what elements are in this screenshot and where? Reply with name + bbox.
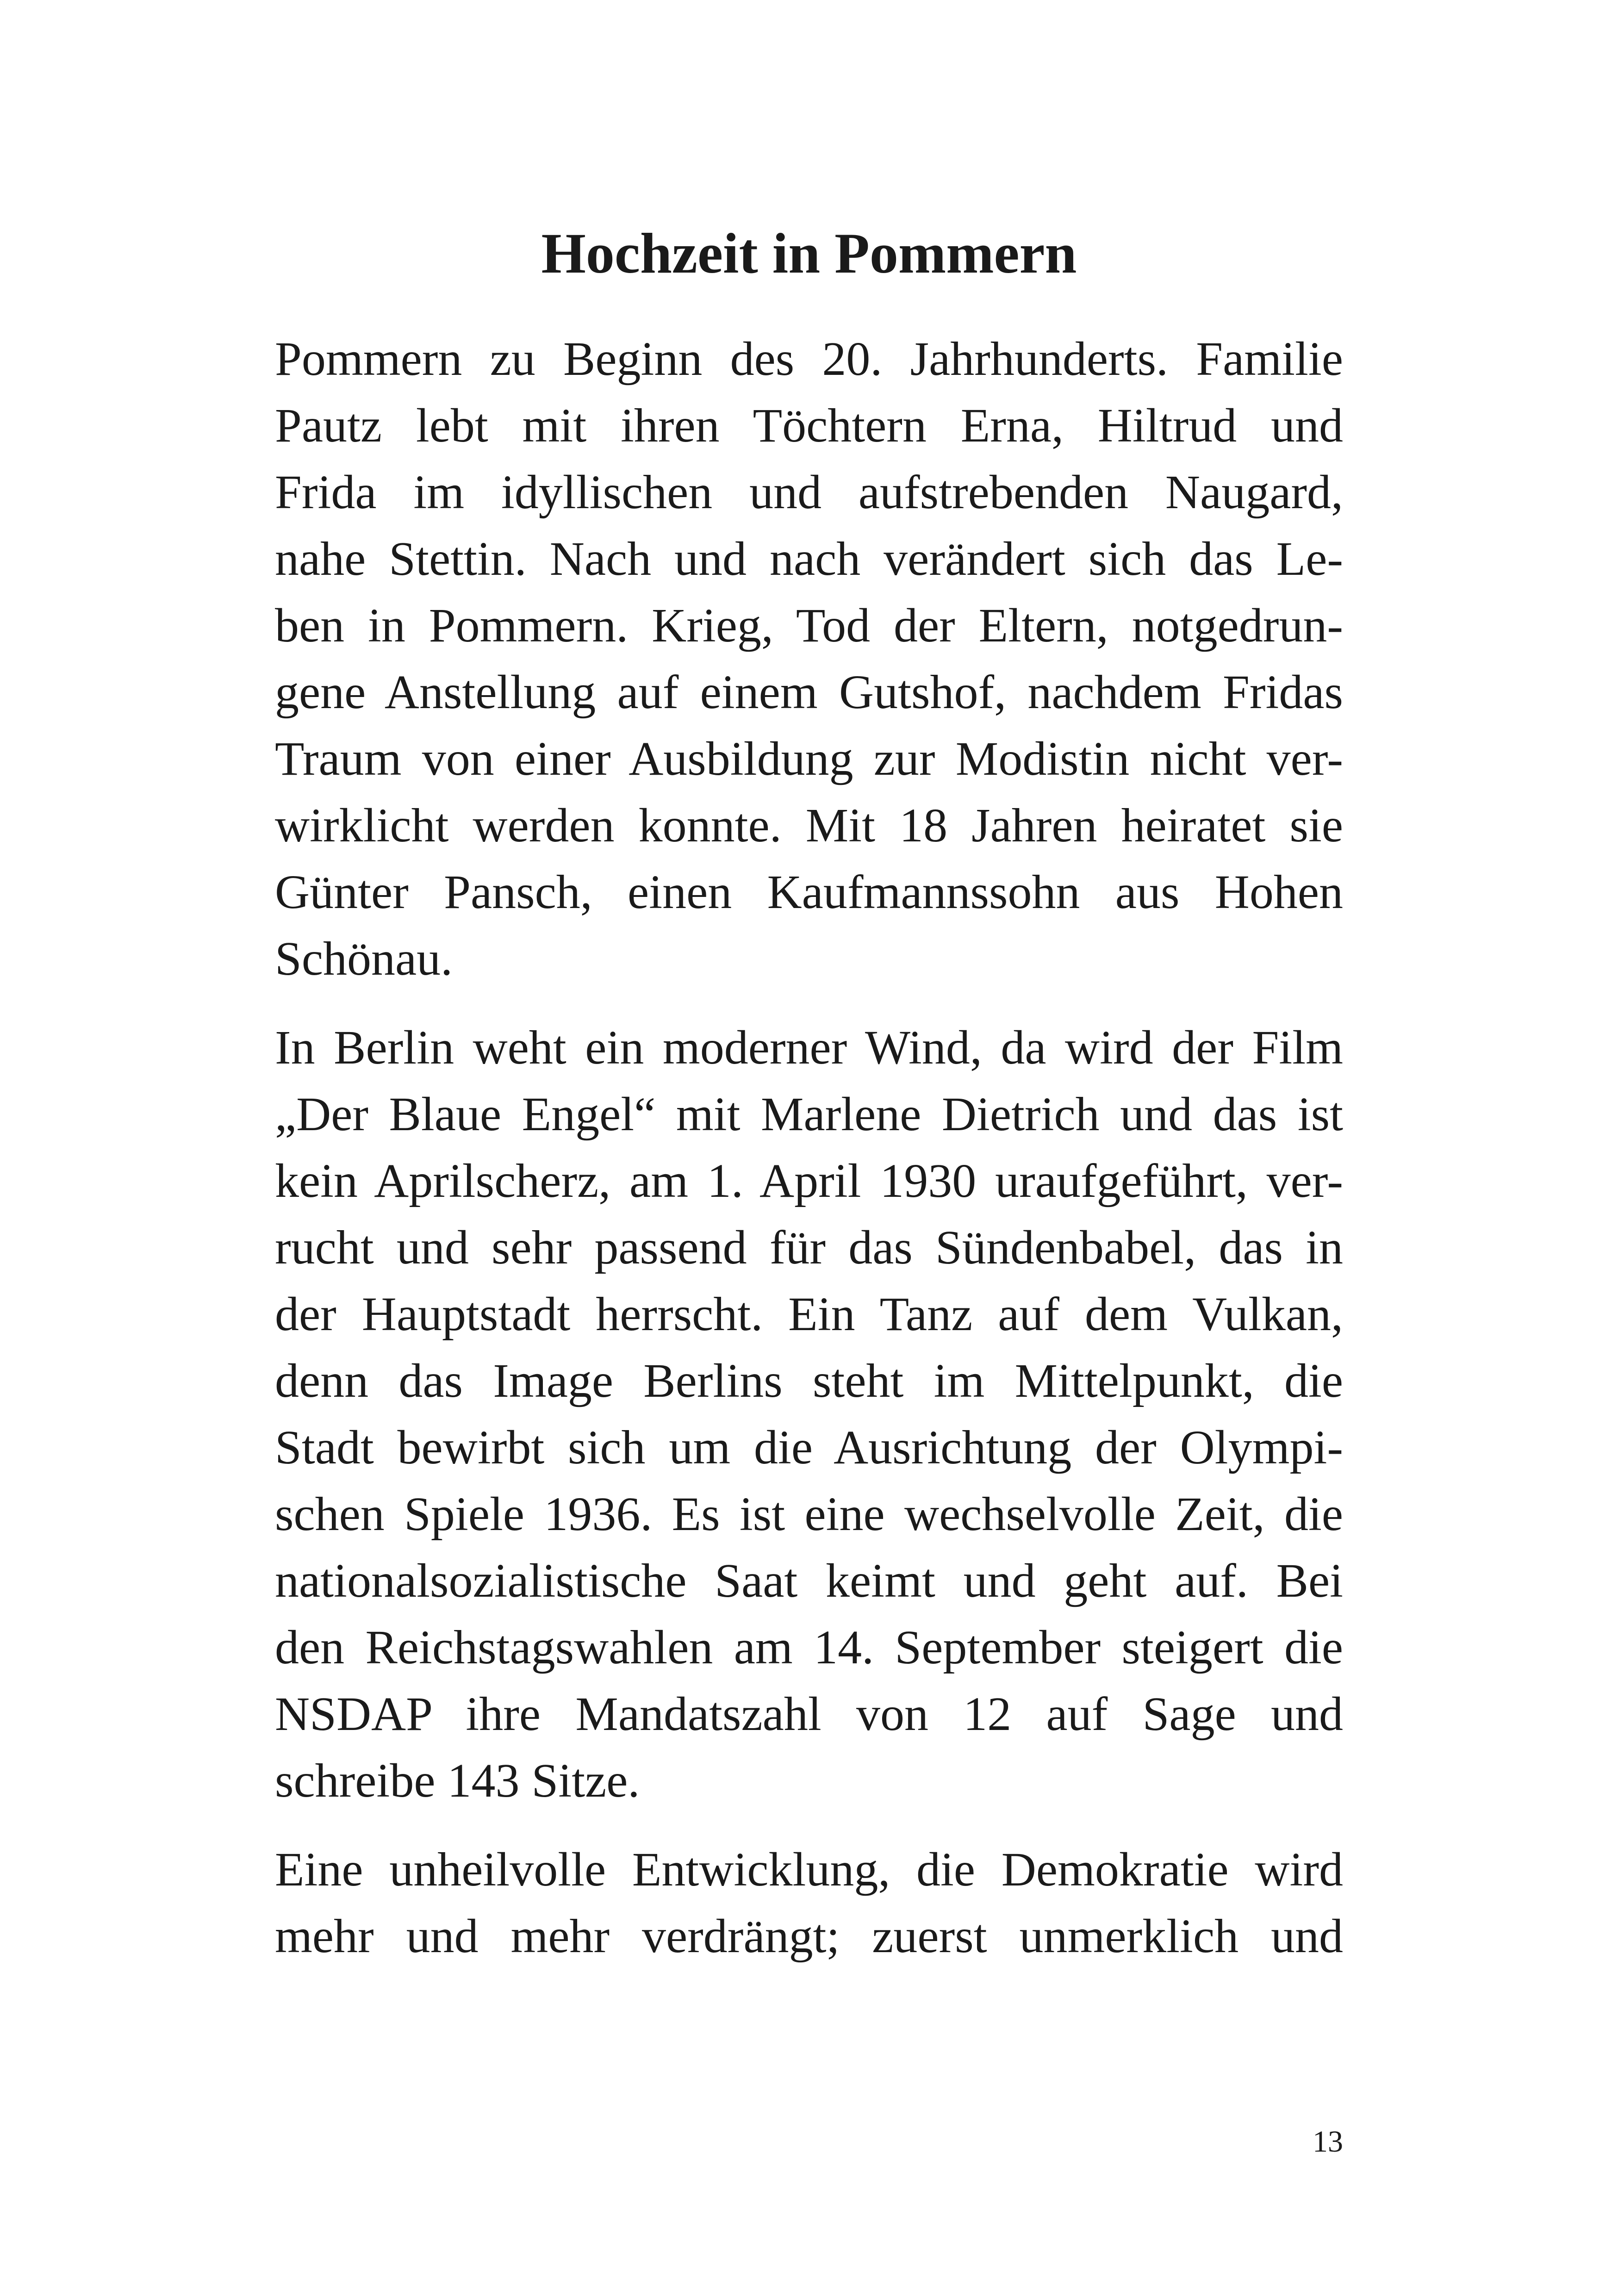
chapter-body	[275, 326, 1343, 1992]
text-line: „Der Blaue Engel“ mit Marlene Dietrich und das ist	[275, 1088, 1343, 1141]
text-line: nahe Stettin. Nach und nach verändert sich das Le-	[275, 532, 1343, 585]
text-line: NSDAP ihre Mandatszahl von 12 auf Sage und	[275, 1687, 1343, 1741]
text-line: gene Anstellung auf einem Gutshof, nachdem Fridas	[275, 666, 1343, 719]
paragraph-1	[275, 326, 1343, 992]
text-line: Eine unheilvolle Entwicklung, die Demokratie wird	[275, 1843, 1343, 1896]
paragraph-3	[275, 1836, 1343, 1970]
text-line: rucht und sehr passend für das Sündenbabel, das in	[275, 1221, 1343, 1274]
text-line: schen Spiele 1936. Es ist eine wechselvolle Zeit, die	[275, 1487, 1343, 1541]
text-line: nationalsozialistische Saat keimt und geht auf. Bei	[275, 1554, 1343, 1607]
chapter-title: Hochzeit in Pommern	[541, 222, 1077, 285]
text-line: der Hauptstadt herrscht. Ein Tanz auf dem Vulkan,	[275, 1288, 1343, 1341]
text-line: Pautz lebt mit ihren Töchtern Erna, Hiltrud und	[275, 399, 1343, 452]
text-line: Günter Pansch, einen Kaufmannssohn aus Hohen	[275, 865, 1343, 919]
text-line: Traum von einer Ausbildung zur Modistin nicht ver-	[275, 732, 1343, 785]
text-line: Pommern zu Beginn des 20. Jahrhunderts. Familie	[275, 332, 1343, 386]
text-line: ben in Pommern. Krieg, Tod der Eltern, notgedrun-	[275, 599, 1343, 652]
text-line: Frida im idyllischen und aufstrebenden Naugard,	[275, 466, 1343, 519]
text-line: kein Aprilscherz, am 1. April 1930 uraufgeführt, ver-	[275, 1154, 1343, 1207]
text-line: wirklicht werden konnte. Mit 18 Jahren heiratet sie	[275, 799, 1343, 852]
text-line: In Berlin weht ein moderner Wind, da wird der Film	[275, 1021, 1343, 1074]
text-line: Stadt bewirbt sich um die Ausrichtung der Olympi-	[275, 1421, 1343, 1474]
paragraph-2	[275, 1014, 1343, 1814]
text-line: schreibe 143 Sitze.	[275, 1754, 640, 1807]
text-line: Schönau.	[275, 932, 453, 985]
text-line: den Reichstagswahlen am 14. September steigert die	[275, 1621, 1343, 1674]
text-line: mehr und mehr verdrängt; zuerst unmerklich und	[275, 1910, 1343, 1963]
text-line: denn das Image Berlins steht im Mittelpunkt, die	[275, 1354, 1343, 1407]
page-number: 13	[1313, 2125, 1343, 2159]
